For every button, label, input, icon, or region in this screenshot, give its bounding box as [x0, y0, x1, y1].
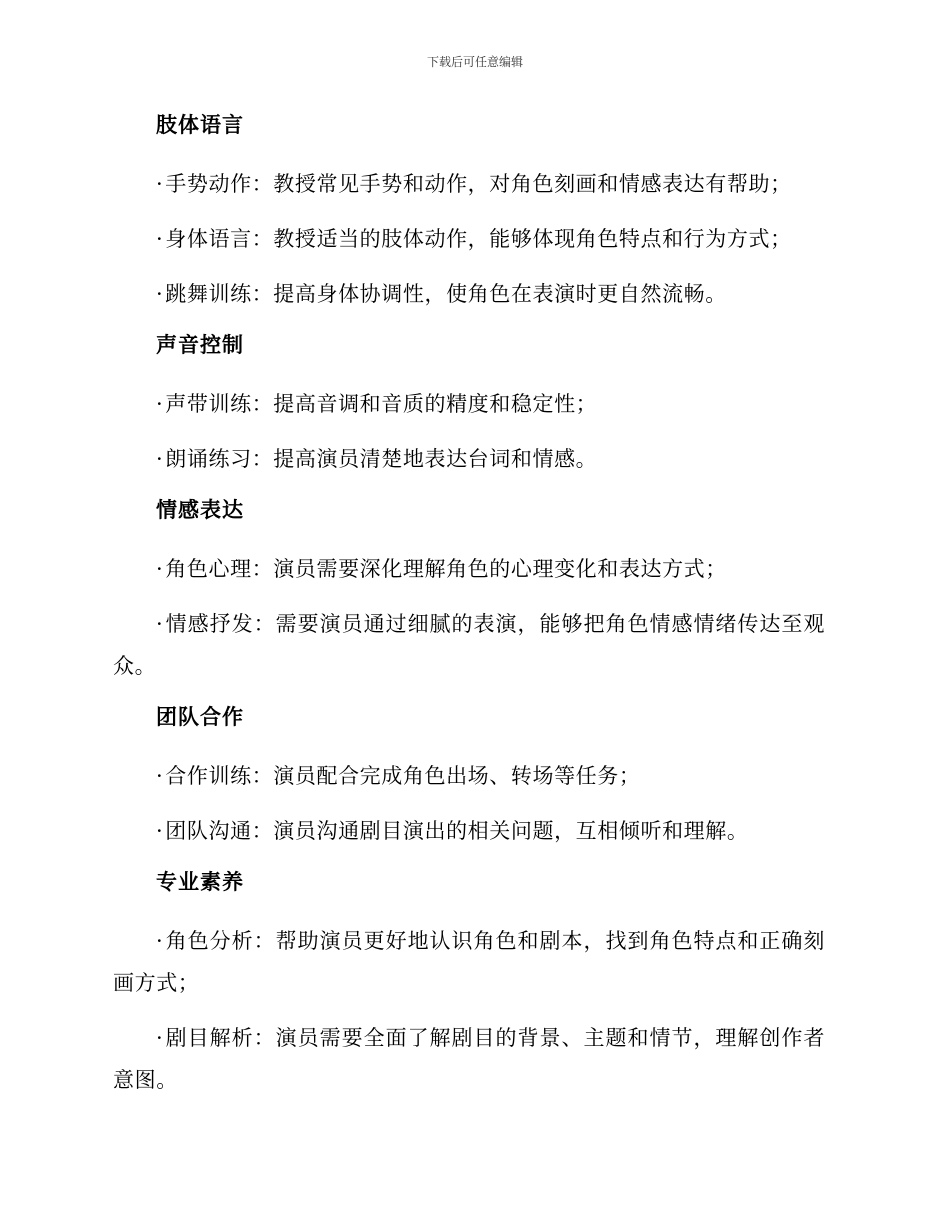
list-item: [113, 810, 825, 852]
list-item: [113, 755, 825, 797]
list-item: [113, 1017, 825, 1101]
list-item: [113, 920, 825, 1004]
item-text: 手势动作：教授常见手势和动作，对角色刻画和情感表达有帮助；: [165, 172, 792, 196]
list-item: [113, 548, 825, 590]
page-header: 下载后可任意编辑: [426, 55, 523, 69]
bullet-icon: ·: [156, 447, 164, 471]
item-text: 团队沟通：演员沟通剧目演出的相关问题，互相倾听和理解。: [165, 819, 749, 843]
item-text: 情感抒发：需要演员通过细腻的表演，能够把角色情感情绪传达至观众。: [113, 612, 825, 678]
section-title-voice-control: 声音控制: [156, 333, 244, 357]
item-text: 合作训练：演员配合完成角色出场、转场等任务；: [165, 764, 641, 788]
list-item: [113, 438, 825, 480]
bullet-icon: ·: [156, 392, 164, 416]
bullet-icon: ·: [156, 557, 164, 581]
item-text: 声带训练：提高音调和音质的精度和稳定性；: [165, 392, 598, 416]
item-text: 剧目解析：演员需要全面了解剧目的背景、主题和情节，理解创作者意图。: [113, 1026, 825, 1092]
item-text: 朗诵练习：提高演员清楚地表达台词和情感。: [165, 447, 598, 471]
bullet-icon: ·: [156, 282, 164, 306]
bullet-icon: ·: [156, 1026, 164, 1050]
document-body: [113, 108, 825, 1114]
bullet-icon: ·: [156, 612, 164, 636]
list-item: [113, 383, 825, 425]
bullet-icon: ·: [156, 929, 164, 953]
list-item: [113, 218, 825, 260]
list-item: [113, 273, 825, 315]
item-text: 角色心理：演员需要深化理解角色的心理变化和表达方式；: [165, 557, 727, 581]
item-text: 角色分析：帮助演员更好地认识角色和剧本，找到角色特点和正确刻画方式；: [113, 929, 825, 995]
bullet-icon: ·: [156, 172, 164, 196]
section-title-body-language: 肢体语言: [156, 113, 244, 137]
list-item: [113, 603, 825, 687]
bullet-icon: ·: [156, 227, 164, 251]
bullet-icon: ·: [156, 819, 164, 843]
item-text: 跳舞训练：提高身体协调性，使角色在表演时更自然流畅。: [165, 282, 727, 306]
section-title-teamwork: 团队合作: [156, 705, 244, 729]
bullet-icon: ·: [156, 764, 164, 788]
section-title-emotional-expression: 情感表达: [156, 498, 244, 522]
section-title-professionalism: 专业素养: [156, 870, 244, 894]
item-text: 身体语言：教授适当的肢体动作，能够体现角色特点和行为方式；: [165, 227, 792, 251]
list-item: [113, 163, 825, 205]
